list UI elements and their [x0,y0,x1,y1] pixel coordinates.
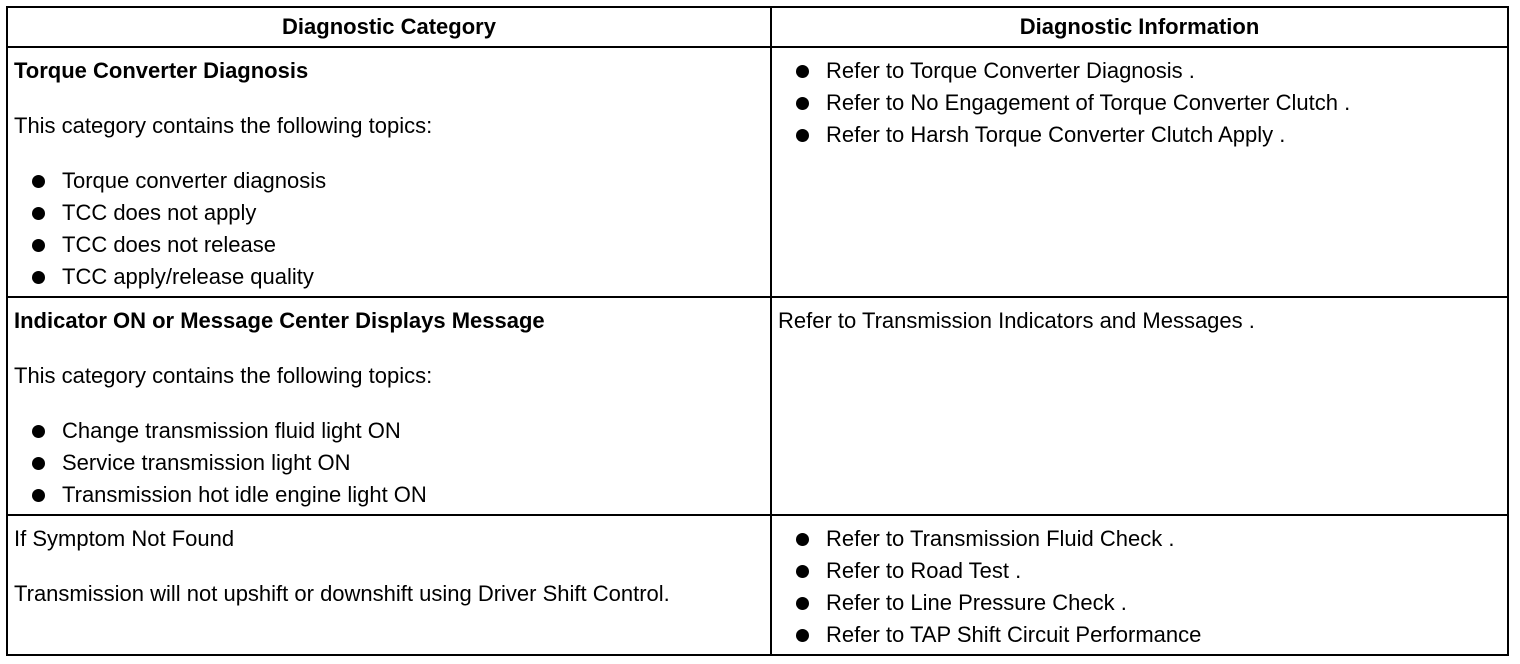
information-cell [771,515,1508,655]
list-item [14,165,764,197]
topic-list [14,415,764,511]
list-item [14,479,764,511]
table-row [7,297,1508,515]
bullet-icon [32,425,45,438]
header-diagnostic-category: Diagnostic Category [7,7,771,47]
bullet-icon [796,533,809,546]
category-cell [7,297,771,515]
category-description: This category contains the following topics: [14,363,433,388]
bullet-icon [796,565,809,578]
topic-list [14,165,764,293]
topic-text: Service transmission light ON [62,450,351,475]
topic-text: Transmission hot idle engine light ON [62,482,427,507]
list-item [778,587,1501,619]
info-link[interactable]: Refer to Road Test . [826,558,1022,583]
header-diagnostic-information: Diagnostic Information [771,7,1508,47]
diagnostic-table [6,6,1509,656]
list-item [14,447,764,479]
info-link[interactable]: Refer to Line Pressure Check . [826,590,1127,615]
category-cell [7,47,771,297]
bullet-icon [32,175,45,188]
bullet-icon [32,239,45,252]
list-item [778,119,1501,151]
list-item [14,415,764,447]
info-link[interactable]: Refer to Transmission Indicators and Messages . [778,308,1255,333]
topic-text: Torque converter diagnosis [62,168,327,193]
list-item [778,619,1501,651]
bullet-icon [32,489,45,502]
list-item [778,555,1501,587]
info-list [778,55,1501,151]
list-item [14,197,764,229]
category-description: This category contains the following topics: [14,113,433,138]
bullet-icon [796,97,809,110]
topic-text: TCC apply/release quality [62,264,314,289]
list-item [778,87,1501,119]
list-item [778,523,1501,555]
category-title: Torque Converter Diagnosis [14,58,309,83]
list-item [778,55,1501,87]
bullet-icon [796,597,809,610]
category-title: If Symptom Not Found [14,526,235,551]
information-cell [771,297,1508,515]
bullet-icon [796,629,809,642]
topic-text: TCC does not apply [62,200,257,225]
info-link[interactable]: Refer to No Engagement of Torque Converter Clutch . [826,90,1351,115]
bullet-icon [32,207,45,220]
table-row [7,47,1508,297]
table-header-row [7,7,1508,47]
info-link[interactable]: Refer to Transmission Fluid Check . [826,526,1175,551]
info-link[interactable]: Refer to TAP Shift Circuit Performance [826,622,1202,647]
category-title: Indicator ON or Message Center Displays Message [14,308,545,333]
list-item [14,261,764,293]
bullet-icon [796,129,809,142]
info-list [778,523,1501,651]
information-cell [771,47,1508,297]
category-cell [7,515,771,655]
bullet-icon [796,65,809,78]
topic-text: TCC does not release [62,232,276,257]
table-row [7,515,1508,655]
topic-text: Change transmission fluid light ON [62,418,401,443]
list-item [14,229,764,261]
bullet-icon [32,457,45,470]
info-link[interactable]: Refer to Torque Converter Diagnosis . [826,58,1195,83]
category-description: Transmission will not upshift or downshift using Driver Shift Control. [14,581,670,606]
info-link[interactable]: Refer to Harsh Torque Converter Clutch Apply . [826,122,1286,147]
bullet-icon [32,271,45,284]
